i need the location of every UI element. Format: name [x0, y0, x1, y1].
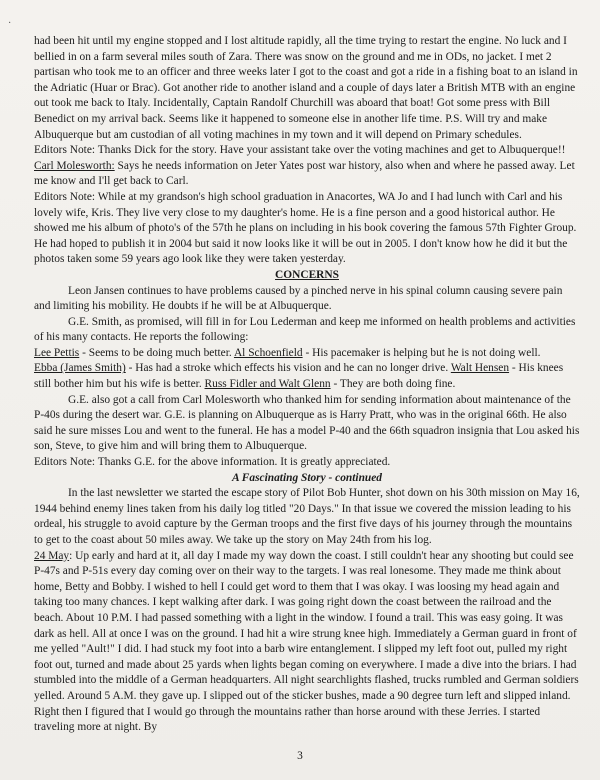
page-number: 3 [297, 750, 303, 762]
intro-paragraph: had been hit until my engine stopped and I lost altitude rapidly, all the time trying to restart the engine. No luck and I bellied in on a farm several miles south of Zara. There was snow on the ground and me in ODs, no jacket. I met 2 partisan who took me to an officer and three weeks later I got to the coast and got a ride in a fishing boat to an island in the Adriatic (Huar or Brac). Got another ride to another island and a couple of days later a British MTB with an engine out took me back to Italy. Incidentally, Captain Randolf Churchill was aboard that boat! Got some press with Bill Benedict on my arrival back. Seems like it happened to someone else in another life time. P.S. Will try and make Albuquerque but am custodian of all voting machines in my town and it will depend on Primary schedules. [34, 35, 578, 141]
report-name-fidler: Russ Fidler and Walt Glenn [204, 378, 331, 391]
report-name-schoenfield: Al Schoenfield [233, 346, 303, 359]
editors-note-ge: Editors Note: Thanks G.E. for the above information. It is greatly appreciated. [34, 456, 391, 469]
carl-text: Says he needs information on Jeter Yates post war history, also when and where he passed away. Let me know and I'll get back to Carl. [34, 159, 575, 188]
page-body [34, 34, 580, 736]
scan-speck: · [8, 18, 12, 29]
report-text-fidler: - They are both doing fine. [330, 378, 456, 391]
concerns-carl-call: G.E. also got a call from Carl Molesworth who thanked him for sending information about maintenance of the P-40s during the desert war. G.E. is planning on Albuquerque as is Harry Pratt, who was in the original 66th. He also said he sure misses Lou and went to the funeral. He has a model P-40 and the 66th squadron insignia that Lou asked his son, Steve, to give him and will bring them to Albuquerque. [34, 393, 580, 453]
log-text-may24: : Up early and hard at it, all day I made my way down the coast. I still couldn't hear any shooting but could see P-47s and P-51s every day coming over on their way to the targets. I was real lonesome. They made me think about home, Betty and Bobby. I wished to hell I could get word to them that I was okay. I was loosing my head again and taking too many chances. I kept walking after dark. I was going right down the coast between the railroad and the beach. About 10 P.M. I had passed something with a light in the window. I found a trail. This was easy going. It was dark as hell. All at once I was on the ground. I had hit a wire strung knee high. Immediately a German guard in front of me yelled "Ault!" I did. I had stuck my foot into a barb wire entanglement. I slipped my left foot out, pulled my right foot out, turned and made about 25 yards when lights began coming on everywhere. I made a dive into the briars. I had stumbled into the middle of a German headquarters. All night searchlights flashed, trucks rumbled and German soldiers yelled. Around 5 A.M. they gave up. I slipped out of the sticker bushes, made a 90 degree turn left and slipped inland. Right then I figured that I would go through the mountains rather than horse around with these Jerries. I started traveling more at night. By [34, 549, 579, 734]
carl-name: Carl Molesworth: [34, 159, 115, 172]
report-name-hensen: Walt Hensen [450, 362, 510, 375]
log-date-may24: 24 May [34, 549, 70, 562]
carl-paragraph [34, 159, 580, 190]
editors-note-carl: Editors Note: While at my grandson's high school graduation in Anacortes, WA Jo and I had lunch with Carl and his lovely wife, Kris. They live very close to my daughter's home. He is a fine person and a good historical author. He showed me his album of photo's of the 57th he plans on including in his book covering the famous 57th Fighter Group. He had hoped to publish it in 2004 but said it now looks like it will be out in 2005. I don't know how he did it but the photos taken some 59 years ago look like they were taken yesterday. [34, 190, 577, 266]
health-reports [34, 346, 580, 393]
log-entry-may24 [34, 549, 580, 736]
concerns-heading: CONCERNS [275, 268, 339, 281]
report-text-pettis: - Seems to be doing much better. [79, 346, 234, 359]
story-intro: In the last newsletter we started the escape story of Pilot Bob Hunter, shot down on his 30th mission on May 16, 1944 behind enemy lines taken from his daily log titled "20 Days." In that issue we covered the mission leading to his ordeal, his struggle to avoid capture by the German troops and the first five days of his journey through the mountains to get to the coast about 50 miles away. We take up the story on May 24th from his log. [34, 487, 580, 546]
report-name-pettis: Lee Pettis [34, 346, 80, 359]
story-title: A Fascinating Story - continued [231, 471, 382, 484]
report-text-ebba: - Has had a stroke which effects his vision and he can no longer drive. [125, 362, 451, 375]
report-text-schoenfield: - His pacemaker is helping but he is not doing well. [302, 346, 541, 359]
concerns-ge-smith: G.E. Smith, as promised, will fill in for Lou Lederman and keep me informed on health problems and activities of his many contacts. He reports the following: [34, 315, 576, 344]
concerns-leon: Leon Jansen continues to have problems caused by a pinched nerve in his spinal column causing severe pain and limiting his mobility. He doubts if he will be at Albuquerque. [34, 284, 563, 313]
editors-note-dick: Editors Note: Thanks Dick for the story. Have your assistant take over the voting machines and get to Albuquerque!! [34, 144, 566, 157]
report-name-ebba: Ebba (James Smith) [34, 362, 126, 375]
report-text-hensen: - His knees still bother him but his wife is better. [34, 362, 564, 391]
